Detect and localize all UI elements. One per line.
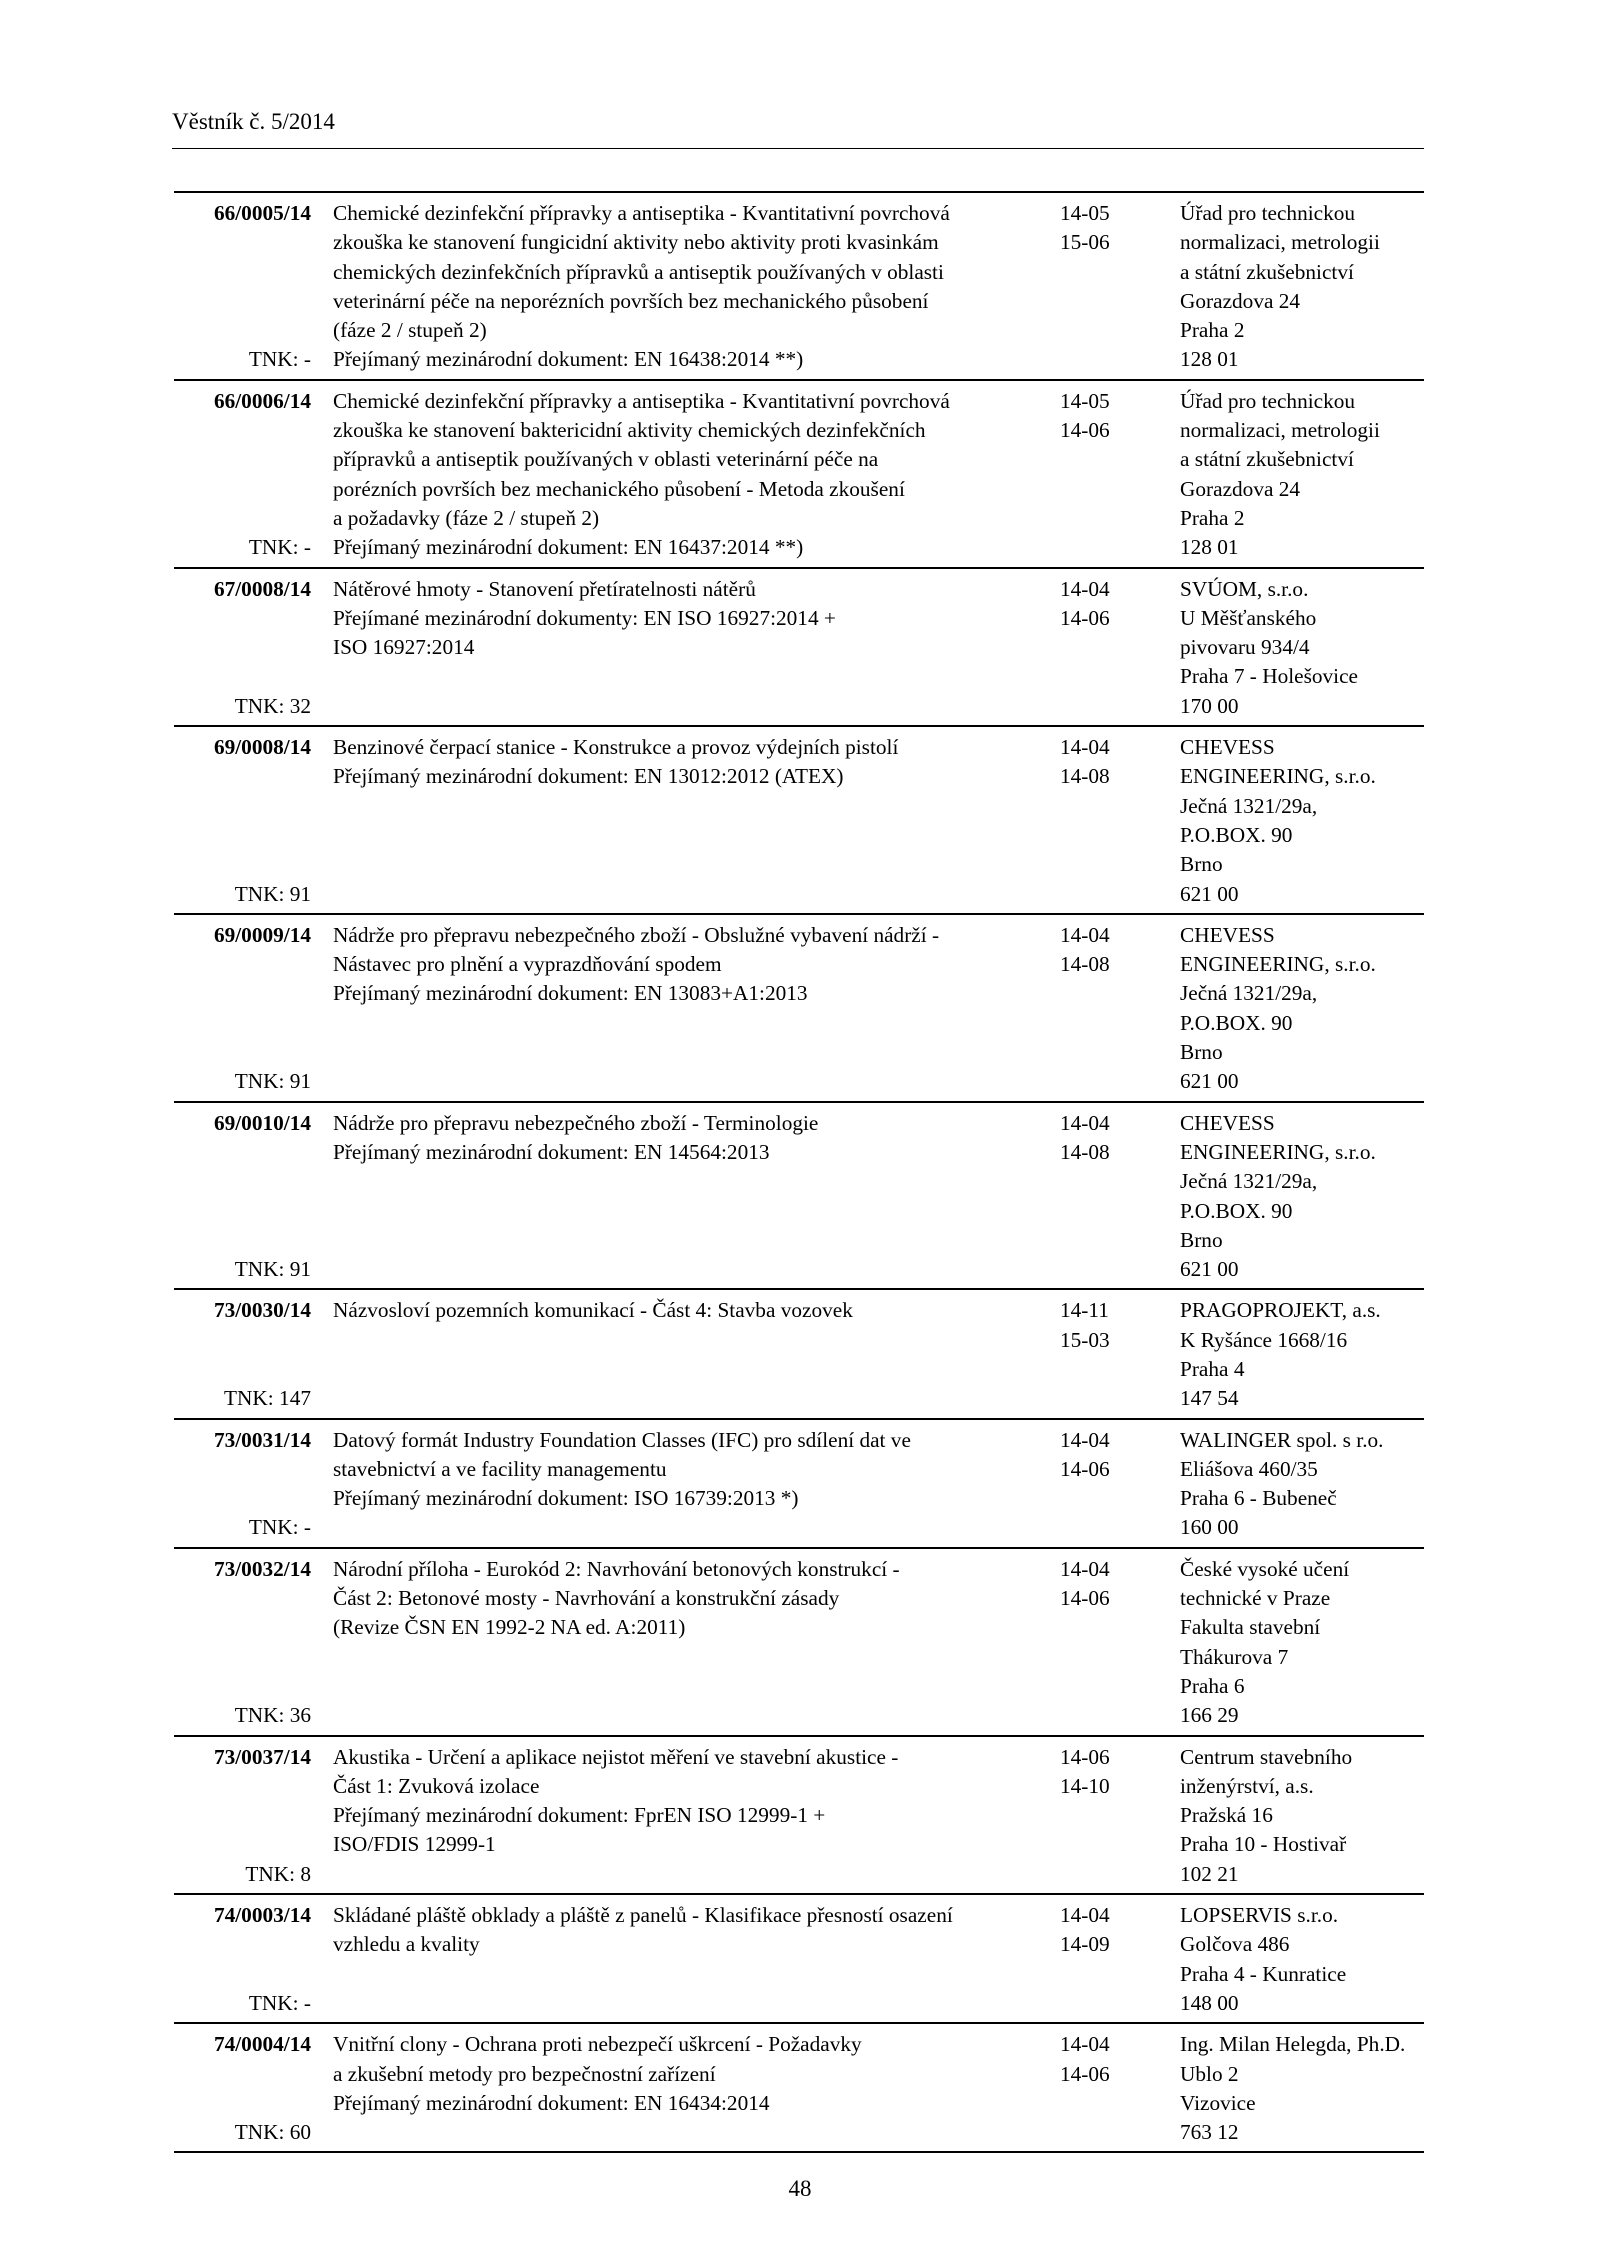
entry-description bbox=[311, 1736, 1038, 1894]
entry-dates bbox=[1038, 192, 1160, 380]
address-line: Praha 6 bbox=[1180, 1673, 1245, 1698]
entry-description bbox=[311, 726, 1038, 914]
description-line: veterinární péče na neporézních površích bez mechanického působení bbox=[333, 288, 929, 313]
description-line: zkouška ke stanovení fungicidní aktivity nebo aktivity proti kvasinkám bbox=[333, 230, 939, 255]
address-line: České vysoké učení bbox=[1180, 1556, 1350, 1581]
entry-tnk: TNK: 91 bbox=[234, 1069, 311, 1094]
address-line: a státní zkušebnictví bbox=[1180, 447, 1354, 472]
description-line: Nástavec pro plnění a vyprazdňování spodem bbox=[333, 952, 722, 977]
entry-dates bbox=[1038, 1736, 1160, 1894]
entry-id-cell bbox=[174, 192, 311, 380]
entry-tnk: TNK: 91 bbox=[234, 1257, 311, 1282]
address-line: K Ryšánce 1668/16 bbox=[1180, 1327, 1348, 1352]
entry-id-cell bbox=[174, 1736, 311, 1894]
entry-description bbox=[311, 1548, 1038, 1736]
address-line: P.O.BOX. 90 bbox=[1180, 1198, 1293, 1223]
entry-description bbox=[311, 1419, 1038, 1548]
date-line: 15-06 bbox=[1060, 230, 1110, 255]
date-line: 14-06 bbox=[1060, 1586, 1110, 1611]
entry-dates bbox=[1038, 2023, 1160, 2152]
description-line: Datový formát Industry Foundation Classes (IFC) pro sdílení dat ve bbox=[333, 1427, 911, 1452]
address-line: a státní zkušebnictví bbox=[1180, 259, 1354, 284]
description-line: Chemické dezinfekční přípravky a antiseptika - Kvantitativní povrchová bbox=[333, 201, 950, 225]
table-row bbox=[174, 914, 1424, 1102]
description-line: Národní příloha - Eurokód 2: Navrhování betonových konstrukcí - bbox=[333, 1556, 900, 1581]
standards-table-body bbox=[174, 192, 1424, 2152]
header-title: Věstník č. 5/2014 bbox=[172, 109, 335, 134]
description-line: Benzinové čerpací stanice - Konstrukce a provoz výdejních pistolí bbox=[333, 735, 899, 760]
address-line: Praha 2 bbox=[1180, 318, 1245, 343]
address-line: P.O.BOX. 90 bbox=[1180, 822, 1293, 847]
address-line: 102 21 bbox=[1180, 1861, 1239, 1886]
entry-address bbox=[1160, 192, 1424, 380]
address-line: 128 01 bbox=[1180, 535, 1239, 560]
entry-id-cell bbox=[174, 914, 311, 1102]
description-line: Chemické dezinfekční přípravky a antiseptika - Kvantitativní povrchová bbox=[333, 388, 950, 413]
description-line: (fáze 2 / stupeň 2) bbox=[333, 318, 487, 343]
entry-address bbox=[1160, 1419, 1424, 1548]
description-line: ISO 16927:2014 bbox=[333, 635, 475, 660]
table-row bbox=[174, 1289, 1424, 1418]
entry-id-cell bbox=[174, 568, 311, 726]
address-line: SVÚOM, s.r.o. bbox=[1180, 576, 1309, 601]
description-line: zkouška ke stanovení baktericidní aktivity chemických dezinfekčních bbox=[333, 418, 926, 443]
table-row bbox=[174, 380, 1424, 568]
date-line: 14-08 bbox=[1060, 952, 1110, 977]
entry-id-cell bbox=[174, 380, 311, 568]
entry-address bbox=[1160, 2023, 1424, 2152]
entry-address bbox=[1160, 914, 1424, 1102]
entry-tnk: TNK: 147 bbox=[224, 1386, 311, 1411]
entry-id-cell bbox=[174, 2023, 311, 2152]
address-line: 128 01 bbox=[1180, 347, 1239, 372]
page-header bbox=[172, 108, 1424, 149]
address-line: 166 29 bbox=[1180, 1703, 1239, 1728]
description-line: chemických dezinfekčních přípravků a antiseptik používaných v oblasti bbox=[333, 259, 944, 284]
entry-tnk: TNK: - bbox=[248, 1990, 311, 2015]
address-line: ENGINEERING, s.r.o. bbox=[1180, 1139, 1376, 1164]
description-line: Přejímaný mezinárodní dokument: FprEN ISO 12999-1 + bbox=[333, 1803, 826, 1828]
entry-code: 69/0008/14 bbox=[213, 735, 311, 760]
address-line: 621 00 bbox=[1180, 881, 1239, 906]
entry-code: 66/0005/14 bbox=[213, 201, 311, 225]
description-line: Přejímaný mezinárodní dokument: EN 13012:2012 (ATEX) bbox=[333, 764, 844, 789]
standards-table bbox=[174, 191, 1424, 2153]
address-line: Úřad pro technickou bbox=[1180, 388, 1356, 413]
address-line: Thákurova 7 bbox=[1180, 1644, 1289, 1669]
entry-dates bbox=[1038, 1548, 1160, 1736]
description-line: Přejímaný mezinárodní dokument: EN 13083+A1:2013 bbox=[333, 981, 808, 1006]
entry-code: 74/0003/14 bbox=[213, 1903, 311, 1928]
entry-description bbox=[311, 914, 1038, 1102]
entry-dates bbox=[1038, 726, 1160, 914]
entry-description bbox=[311, 1289, 1038, 1418]
entry-description bbox=[311, 568, 1038, 726]
address-line: WALINGER spol. s r.o. bbox=[1180, 1427, 1384, 1452]
description-line: a požadavky (fáze 2 / stupeň 2) bbox=[333, 505, 600, 530]
description-line: Část 2: Betonové mosty - Navrhování a konstrukční zásady bbox=[333, 1586, 840, 1611]
entry-address bbox=[1160, 726, 1424, 914]
table-row bbox=[174, 192, 1424, 380]
description-line: Část 1: Zvuková izolace bbox=[333, 1773, 540, 1798]
entry-code: 73/0030/14 bbox=[213, 1298, 311, 1323]
entry-description bbox=[311, 1102, 1038, 1290]
address-line: P.O.BOX. 90 bbox=[1180, 1010, 1293, 1035]
entry-tnk: TNK: - bbox=[248, 347, 311, 372]
address-line: Eliášova 460/35 bbox=[1180, 1456, 1318, 1481]
address-line: Golčova 486 bbox=[1180, 1932, 1290, 1957]
address-line: 621 00 bbox=[1180, 1257, 1239, 1282]
entry-dates bbox=[1038, 914, 1160, 1102]
address-line: pivovaru 934/4 bbox=[1180, 635, 1310, 660]
description-line: Přejímaný mezinárodní dokument: EN 16437:2014 **) bbox=[333, 535, 804, 560]
table-row bbox=[174, 568, 1424, 726]
address-line: LOPSERVIS s.r.o. bbox=[1180, 1903, 1339, 1928]
address-line: 621 00 bbox=[1180, 1069, 1239, 1094]
entry-dates bbox=[1038, 1419, 1160, 1548]
entry-tnk: TNK: 32 bbox=[234, 693, 311, 718]
entry-code: 66/0006/14 bbox=[213, 388, 311, 413]
date-line: 14-04 bbox=[1060, 1903, 1110, 1928]
date-line: 14-04 bbox=[1060, 1110, 1110, 1135]
entry-code: 74/0004/14 bbox=[213, 2032, 311, 2057]
address-line: Praha 4 bbox=[1180, 1356, 1245, 1381]
entry-code: 67/0008/14 bbox=[213, 576, 311, 601]
description-line: Nátěrové hmoty - Stanovení přetíratelnosti nátěrů bbox=[333, 576, 756, 601]
entry-dates bbox=[1038, 1289, 1160, 1418]
description-line: Přejímané mezinárodní dokumenty: EN ISO 16927:2014 + bbox=[333, 605, 836, 630]
date-line: 14-06 bbox=[1060, 1744, 1110, 1769]
date-line: 14-08 bbox=[1060, 1139, 1110, 1164]
description-line: Nádrže pro přepravu nebezpečného zboží - Obslužné vybavení nádrží - bbox=[333, 922, 940, 947]
entry-tnk: TNK: 8 bbox=[245, 1861, 311, 1886]
address-line: Brno bbox=[1180, 852, 1223, 877]
address-line: Centrum stavebního bbox=[1180, 1744, 1353, 1769]
address-line: Ublo 2 bbox=[1180, 2061, 1239, 2086]
description-line: ISO/FDIS 12999-1 bbox=[333, 1832, 496, 1857]
date-line: 14-11 bbox=[1060, 1298, 1109, 1323]
date-line: 14-08 bbox=[1060, 764, 1110, 789]
address-line: CHEVESS bbox=[1180, 735, 1275, 760]
address-line: Gorazdova 24 bbox=[1180, 476, 1301, 501]
entry-description bbox=[311, 1894, 1038, 2023]
date-line: 14-05 bbox=[1060, 388, 1110, 413]
table-row bbox=[174, 2023, 1424, 2152]
address-line: Ing. Milan Helegda, Ph.D. bbox=[1180, 2032, 1406, 2057]
address-line: CHEVESS bbox=[1180, 1110, 1275, 1135]
description-line: stavebnictví a ve facility managementu bbox=[333, 1456, 667, 1481]
table-row bbox=[174, 1102, 1424, 1290]
entry-id-cell bbox=[174, 1419, 311, 1548]
description-line: (Revize ČSN EN 1992-2 NA ed. A:2011) bbox=[333, 1615, 686, 1640]
address-line: normalizaci, metrologii bbox=[1180, 230, 1380, 255]
entry-tnk: TNK: 91 bbox=[234, 881, 311, 906]
entry-description bbox=[311, 192, 1038, 380]
date-line: 14-09 bbox=[1060, 1932, 1110, 1957]
entry-tnk: TNK: 60 bbox=[234, 2120, 311, 2145]
entry-code: 73/0037/14 bbox=[213, 1744, 311, 1769]
entry-code: 69/0009/14 bbox=[213, 922, 311, 947]
address-line: CHEVESS bbox=[1180, 922, 1275, 947]
table-row bbox=[174, 1894, 1424, 2023]
table-row bbox=[174, 1548, 1424, 1736]
entry-address bbox=[1160, 380, 1424, 568]
description-line: Vnitřní clony - Ochrana proti nebezpečí uškrcení - Požadavky bbox=[333, 2032, 862, 2057]
date-line: 15-03 bbox=[1060, 1327, 1110, 1352]
address-line: 170 00 bbox=[1180, 693, 1239, 718]
date-line: 14-06 bbox=[1060, 2061, 1110, 2086]
date-line: 14-06 bbox=[1060, 605, 1110, 630]
description-line: Přejímaný mezinárodní dokument: EN 16438:2014 **) bbox=[333, 347, 804, 372]
address-line: Praha 6 - Bubeneč bbox=[1180, 1486, 1337, 1511]
address-line: U Měšťanského bbox=[1180, 605, 1317, 630]
address-line: Fakulta stavební bbox=[1180, 1615, 1321, 1640]
description-line: vzhledu a kvality bbox=[333, 1932, 480, 1957]
date-line: 14-04 bbox=[1060, 2032, 1110, 2057]
entry-id-cell bbox=[174, 726, 311, 914]
address-line: Brno bbox=[1180, 1040, 1223, 1065]
date-line: 14-04 bbox=[1060, 1427, 1110, 1452]
table-row bbox=[174, 1736, 1424, 1894]
entry-tnk: TNK: - bbox=[248, 1515, 311, 1540]
entry-code: 73/0032/14 bbox=[213, 1556, 311, 1581]
date-line: 14-10 bbox=[1060, 1773, 1110, 1798]
address-line: PRAGOPROJEKT, a.s. bbox=[1180, 1298, 1381, 1323]
date-line: 14-04 bbox=[1060, 576, 1110, 601]
entry-id-cell bbox=[174, 1548, 311, 1736]
entry-address bbox=[1160, 1289, 1424, 1418]
entry-address bbox=[1160, 1102, 1424, 1290]
address-line: Gorazdova 24 bbox=[1180, 288, 1301, 313]
description-line: Přejímaný mezinárodní dokument: EN 14564:2013 bbox=[333, 1139, 770, 1164]
address-line: Pražská 16 bbox=[1180, 1803, 1273, 1828]
entry-description bbox=[311, 380, 1038, 568]
date-line: 14-04 bbox=[1060, 1556, 1110, 1581]
entry-dates bbox=[1038, 568, 1160, 726]
page-number: 48 bbox=[788, 2176, 812, 2201]
description-line: porézních površích bez mechanického působení - Metoda zkoušení bbox=[333, 476, 905, 501]
description-line: Názvosloví pozemních komunikací - Část 4: Stavba vozovek bbox=[333, 1298, 853, 1323]
entry-address bbox=[1160, 1736, 1424, 1894]
address-line: Úřad pro technickou bbox=[1180, 201, 1356, 225]
table-row bbox=[174, 726, 1424, 914]
entry-id-cell bbox=[174, 1102, 311, 1290]
entry-address bbox=[1160, 568, 1424, 726]
description-line: Přejímaný mezinárodní dokument: EN 16434:2014 bbox=[333, 2090, 770, 2115]
address-line: Ječná 1321/29a, bbox=[1180, 793, 1318, 818]
address-line: Ječná 1321/29a, bbox=[1180, 1169, 1318, 1194]
address-line: Brno bbox=[1180, 1227, 1223, 1252]
description-line: Nádrže pro přepravu nebezpečného zboží - Terminologie bbox=[333, 1110, 819, 1135]
entry-dates bbox=[1038, 1894, 1160, 2023]
date-line: 14-04 bbox=[1060, 735, 1110, 760]
date-line: 14-04 bbox=[1060, 922, 1110, 947]
description-line: Přejímaný mezinárodní dokument: ISO 16739:2013 *) bbox=[333, 1486, 799, 1511]
date-line: 14-06 bbox=[1060, 418, 1110, 443]
description-line: a zkušební metody pro bezpečnostní zařízení bbox=[333, 2061, 716, 2086]
address-line: normalizaci, metrologii bbox=[1180, 418, 1380, 443]
entry-tnk: TNK: - bbox=[248, 535, 311, 560]
entry-dates bbox=[1038, 1102, 1160, 1290]
description-line: Akustika - Určení a aplikace nejistot měření ve stavební akustice - bbox=[333, 1744, 899, 1769]
address-line: Vizovice bbox=[1180, 2090, 1256, 2115]
address-line: Ječná 1321/29a, bbox=[1180, 981, 1318, 1006]
address-line: inženýrství, a.s. bbox=[1180, 1773, 1314, 1798]
entry-description bbox=[311, 2023, 1038, 2152]
entry-address bbox=[1160, 1894, 1424, 2023]
address-line: 148 00 bbox=[1180, 1990, 1239, 2015]
address-line: 147 54 bbox=[1180, 1386, 1239, 1411]
date-line: 14-06 bbox=[1060, 1456, 1110, 1481]
date-line: 14-05 bbox=[1060, 201, 1110, 225]
entry-id-cell bbox=[174, 1289, 311, 1418]
entry-dates bbox=[1038, 380, 1160, 568]
address-line: Praha 2 bbox=[1180, 505, 1245, 530]
entry-id-cell bbox=[174, 1894, 311, 2023]
description-line: přípravků a antiseptik používaných v oblasti veterinární péče na bbox=[333, 447, 879, 472]
description-line: Skládané pláště obklady a pláště z panelů - Klasifikace přesností osazení bbox=[333, 1903, 953, 1928]
entry-code: 73/0031/14 bbox=[213, 1427, 311, 1452]
address-line: 160 00 bbox=[1180, 1515, 1239, 1540]
entry-tnk: TNK: 36 bbox=[234, 1703, 311, 1728]
address-line: technické v Praze bbox=[1180, 1586, 1331, 1611]
address-line: Praha 10 - Hostivař bbox=[1180, 1832, 1347, 1857]
entry-address bbox=[1160, 1548, 1424, 1736]
address-line: Praha 7 - Holešovice bbox=[1180, 664, 1359, 689]
address-line: ENGINEERING, s.r.o. bbox=[1180, 952, 1376, 977]
address-line: 763 12 bbox=[1180, 2120, 1239, 2145]
address-line: Praha 4 - Kunratice bbox=[1180, 1961, 1347, 1986]
entry-code: 69/0010/14 bbox=[213, 1110, 311, 1135]
address-line: ENGINEERING, s.r.o. bbox=[1180, 764, 1376, 789]
table-row bbox=[174, 1419, 1424, 1548]
